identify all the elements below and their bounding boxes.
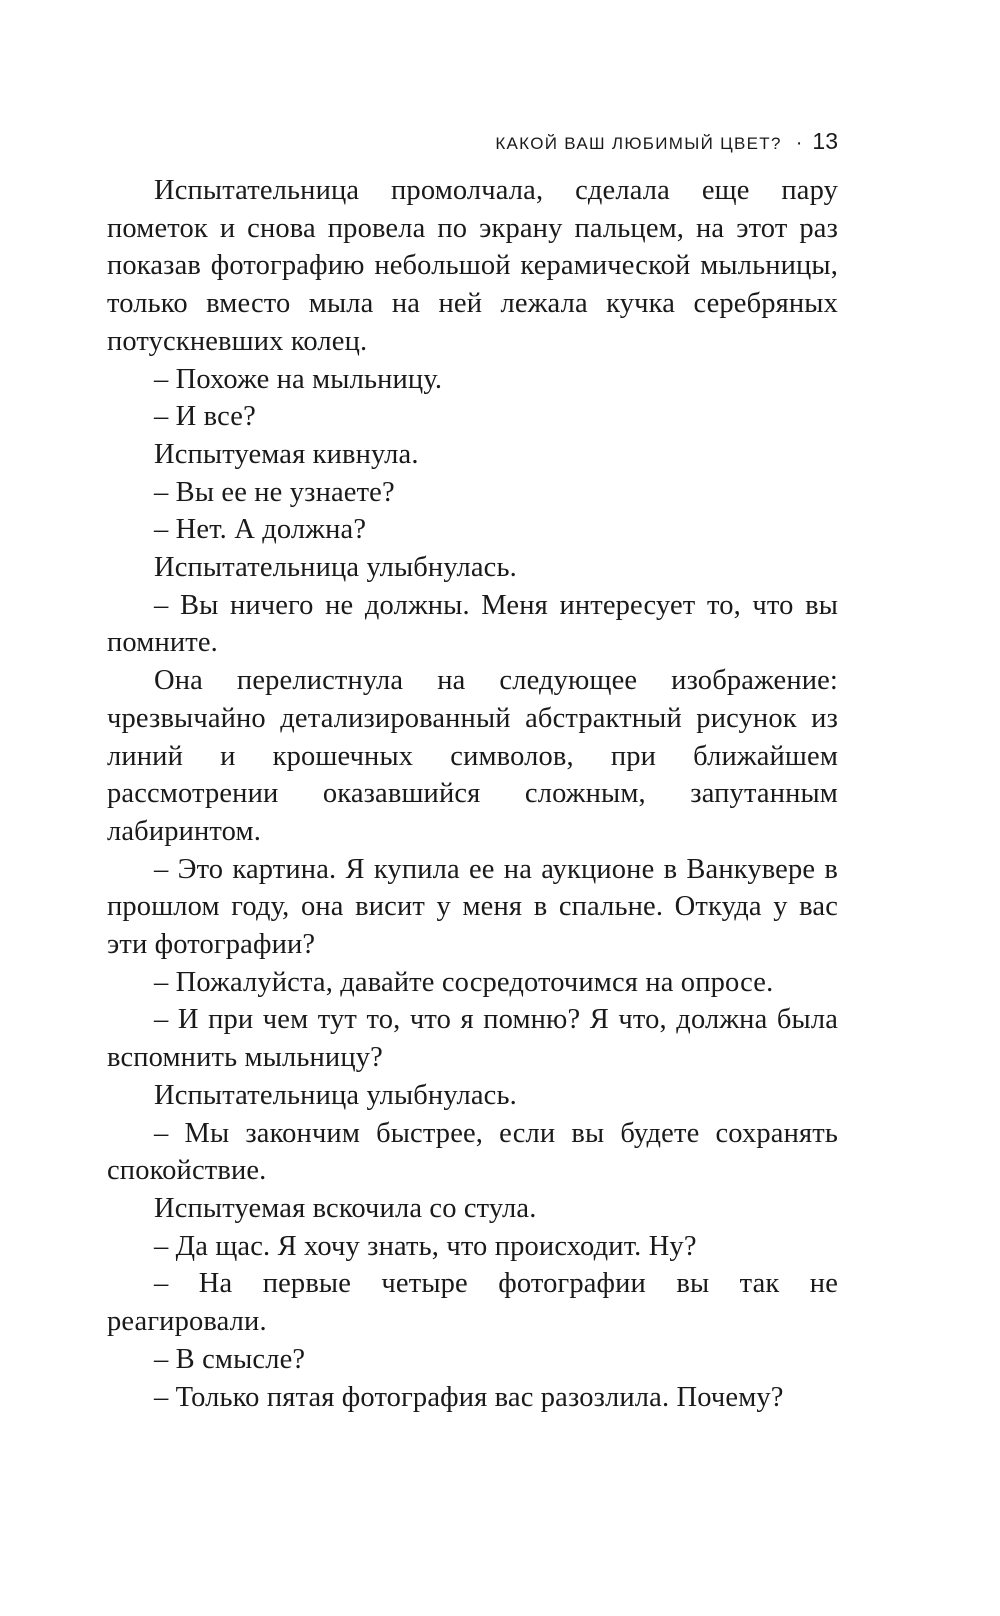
paragraph: – Мы закончим быстрее, если вы будете сохранять спокойствие. — [107, 1117, 838, 1187]
paragraph: – На первые четыре фотографии вы так не реагировали. — [107, 1268, 838, 1338]
paragraph: – И все? — [154, 401, 256, 433]
header-separator: · — [795, 132, 803, 154]
paragraph: – Да щас. Я хочу знать, что происходит. Ну? — [154, 1230, 697, 1262]
paragraph: Испытательница промолчала, сделала еще пару пометок и снова провела по экрану пальцем, на этот раз показав фотографию небольшой керамической мыльницы, только вместо мыла на ней лежала кучка серебряных потускневших колец. — [107, 175, 838, 357]
paragraph: – И при чем тут то, что я помню? Я что, должна была вспомнить мыльницу? — [107, 1004, 838, 1074]
page-number: 13 — [812, 128, 838, 154]
paragraph: – Пожалуйста, давайте сосредоточимся на опросе. — [154, 966, 774, 998]
running-head — [495, 128, 838, 158]
paragraph: – Это картина. Я купила ее на аукционе в Ванкувере в прошлом году, она висит у меня в спальне. Откуда у вас эти фотографии? — [107, 853, 838, 961]
paragraph: Испытательница улыбнулась. — [154, 552, 517, 584]
paragraph: Испытуемая кивнула. — [154, 438, 419, 470]
paragraph: – Вы ничего не должны. Меня интересует то, что вы помните. — [107, 589, 838, 659]
body-text — [107, 172, 838, 1416]
paragraph: – Нет. А должна? — [154, 514, 367, 546]
paragraph: Испытуемая вскочила со стула. — [154, 1192, 537, 1224]
paragraph: – Вы ее не узнаете? — [154, 476, 395, 508]
paragraph: Она перелистнула на следующее изображение: чрезвычайно детализированный абстрактный рисунок из линий и крошечных символов, при ближайшем рассмотрении оказавшийся сложным, запутанным лабиринтом. — [107, 665, 838, 847]
chapter-title: КАКОЙ ВАШ ЛЮБИМЫЙ ЦВЕТ? — [495, 134, 782, 153]
paragraph: – В смысле? — [154, 1343, 306, 1375]
paragraph: – Только пятая фотография вас разозлила. Почему? — [154, 1381, 784, 1413]
paragraph: – Похоже на мыльницу. — [154, 363, 443, 395]
paragraph: Испытательница улыбнулась. — [154, 1079, 517, 1111]
